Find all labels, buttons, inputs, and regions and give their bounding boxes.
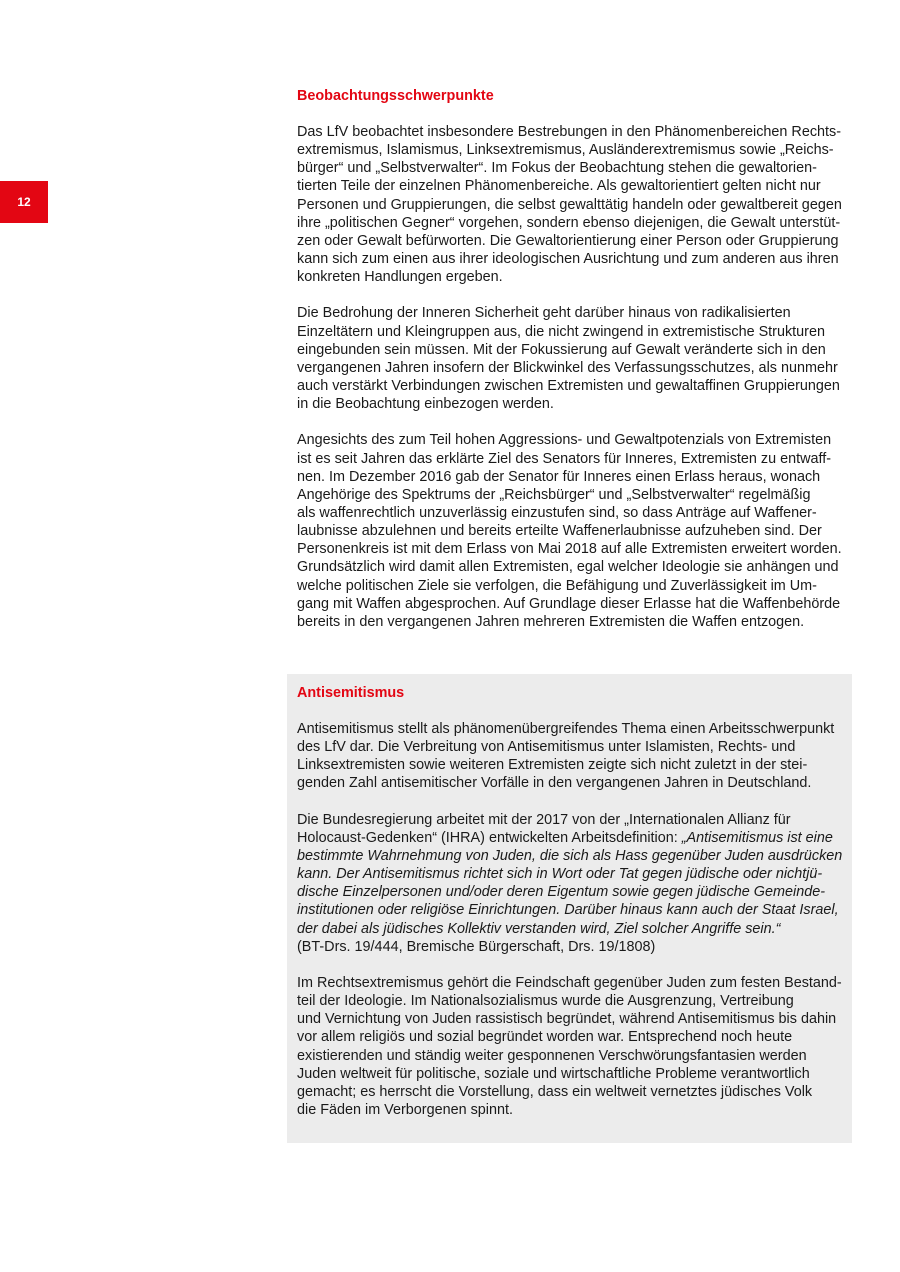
text-line: bereits in den vergangenen Jahren mehreren Extremisten die Waffen entzogen. [297, 613, 805, 630]
text-line: kann sich zum einen aus ihrer ideologischen Ausrichtung und zum anderen aus ihren [297, 251, 839, 268]
text-line: Einzeltätern und Kleingruppen aus, die nicht zwingend in extremistische Strukturen [297, 323, 825, 340]
text-line: laubnisse abzulehnen und bereits erteilte Waffenerlaubnisse aufzuheben sind. Der [297, 523, 822, 540]
text-line: und Vernichtung von Juden rassistisch begründet, während Antisemitismus bis dahin [297, 1011, 837, 1028]
quote-line: institutionen oder religiöse Einrichtungen. Darüber hinaus kann auch der Staat Israel, [297, 902, 839, 919]
text-line: des LfV dar. Die Verbreitung von Antisemitismus unter Islamisten, Rechts- und [297, 739, 796, 756]
section-heading: Antisemitismus [297, 685, 405, 701]
paragraph [297, 811, 845, 956]
text-line: tierten Teile der einzelnen Phänomenbereiche. Als gewaltorientiert gelten nicht nur [297, 178, 821, 195]
text-line: die Fäden im Verborgenen spinnt. [297, 1101, 513, 1118]
text-line: Die Bundesregierung arbeitet mit der 2017 von der „Internationalen Allianz für [297, 811, 791, 828]
text-line: zen oder Gewalt befürworten. Die Gewaltorientierung einer Person oder Gruppierung [297, 232, 839, 249]
text-line: genden Zahl antisemitischer Vorfälle in den vergangenen Jahren in Deutschland. [297, 775, 812, 792]
text-line: ist es seit Jahren das erklärte Ziel des Senators für Inneres, Extremisten zu entwaff- [297, 450, 832, 467]
text-line: konkreten Handlungen ergeben. [297, 269, 503, 286]
quote-line: bestimmte Wahrnehmung von Juden, die sich als Hass gegenüber Juden ausdrücken [297, 847, 843, 864]
page-number-tab [0, 181, 48, 223]
text-line: vergangenen Jahren insofern der Blickwinkel des Verfassungsschutzes, als nunmehr [297, 359, 838, 376]
text-line: teil der Ideologie. Im Nationalsozialismus wurde die Ausgrenzung, Vertreibung [297, 993, 794, 1010]
text-line: bürger“ und „Selbstverwalter“. Im Fokus der Beobachtung stehen die gewaltorien- [297, 160, 817, 177]
text-line: gemacht; es herrscht die Vorstellung, dass ein weltweit vernetztes jüdisches Volk [297, 1083, 813, 1100]
page-number: 12 [17, 195, 31, 209]
text-line: gang mit Waffen abgesprochen. Auf Grundlage dieser Erlasse hat die Waffenbehörde [297, 595, 841, 612]
text-line: auch verstärkt Verbindungen zwischen Extremisten und gewaltaffinen Gruppierungen [297, 378, 840, 395]
section-antisemitism [297, 684, 845, 1119]
text-segment: Holocaust-Gedenken“ (IHRA) entwickelten Arbeitsdefinition: [297, 829, 682, 846]
text-line: Grundsätzlich wird damit allen Extremisten, egal welcher Ideologie sie anhängen und [297, 559, 839, 576]
text-line: Juden weltweit für politische, soziale und wirtschaftliche Probleme verantwortlich [297, 1065, 810, 1082]
text-line: in die Beobachtung einbezogen werden. [297, 396, 554, 413]
paragraph [297, 431, 845, 631]
quote-line: der dabei als jüdisches Kollektiv verstanden wird, Ziel solcher Angriffe sein.“ [297, 920, 781, 937]
text-line: nen. Im Dezember 2016 gab der Senator für Inneres einen Erlass heraus, wonach [297, 468, 821, 485]
text-line: Antisemitismus stellt als phänomenübergreifendes Thema einen Arbeitsschwerpunkt [297, 721, 835, 737]
quote-segment: „Antisemitismus ist eine [681, 829, 833, 846]
paragraph [297, 974, 845, 1119]
text-line: Die Bedrohung der Inneren Sicherheit geht darüber hinaus von radikalisierten [297, 305, 791, 322]
text-line: Personenkreis ist mit dem Erlass von Mai 2018 auf alle Extremisten erweitert worden. [297, 541, 842, 558]
text-line: eingebunden sein müssen. Mit der Fokussierung auf Gewalt veränderte sich in den [297, 341, 826, 358]
text-line: existierenden und ständig weiter gesponnenen Verschwörungsfantasien werden [297, 1047, 807, 1064]
paragraph [297, 123, 845, 286]
text-line: Angehörige des Spektrums der „Reichsbürger“ und „Selbstverwalter“ regelmäßig [297, 486, 811, 503]
text-line: Linksextremisten sowie weiteren Extremisten zeigte sich nicht zuletzt in der stei- [297, 757, 808, 774]
text-line: ihre „politischen Gegner“ vorgehen, sondern ebenso diejenigen, die Gewalt unterstüt- [297, 214, 841, 231]
paragraph [297, 304, 845, 413]
paragraph [297, 720, 845, 793]
text-line [297, 829, 845, 847]
section-observation-focus [297, 87, 845, 631]
text-line: Personen und Gruppierungen, die selbst gewalttätig handeln oder gewaltbereit gegen [297, 196, 842, 213]
text-line: als waffenrechtlich unzuverlässig einzustufen sind, so dass Anträge auf Waffener- [297, 504, 817, 521]
text-line: Im Rechtsextremismus gehört die Feindschaft gegenüber Juden zum festen Bestand- [297, 974, 842, 991]
quote-line: dische Einzelpersonen und/oder deren Eigentum sowie gegen jüdische Gemeinde- [297, 884, 825, 901]
text-line: Angesichts des zum Teil hohen Aggressions- und Gewaltpotenzials von Extremisten [297, 432, 832, 449]
source-reference: (BT-Drs. 19/444, Bremische Bürgerschaft, Drs. 19/1808) [297, 938, 656, 955]
text-line: welche politischen Ziele sie verfolgen, die Befähigung und Zuverlässigkeit im Um- [297, 577, 817, 594]
text-line: Das LfV beobachtet insbesondere Bestrebungen in den Phänomenbereichen Rechts- [297, 124, 842, 140]
text-line: extremismus, Islamismus, Linksextremismus, Ausländerextremismus sowie „Reichs- [297, 142, 834, 159]
quote-line: kann. Der Antisemitismus richtet sich in Wort oder Tat gegen jüdische oder nichtjü- [297, 866, 823, 883]
text-line: vor allem religiös und sozial begründet worden war. Entsprechend noch heute [297, 1029, 793, 1046]
section-heading: Beobachtungsschwerpunkte [297, 88, 494, 104]
